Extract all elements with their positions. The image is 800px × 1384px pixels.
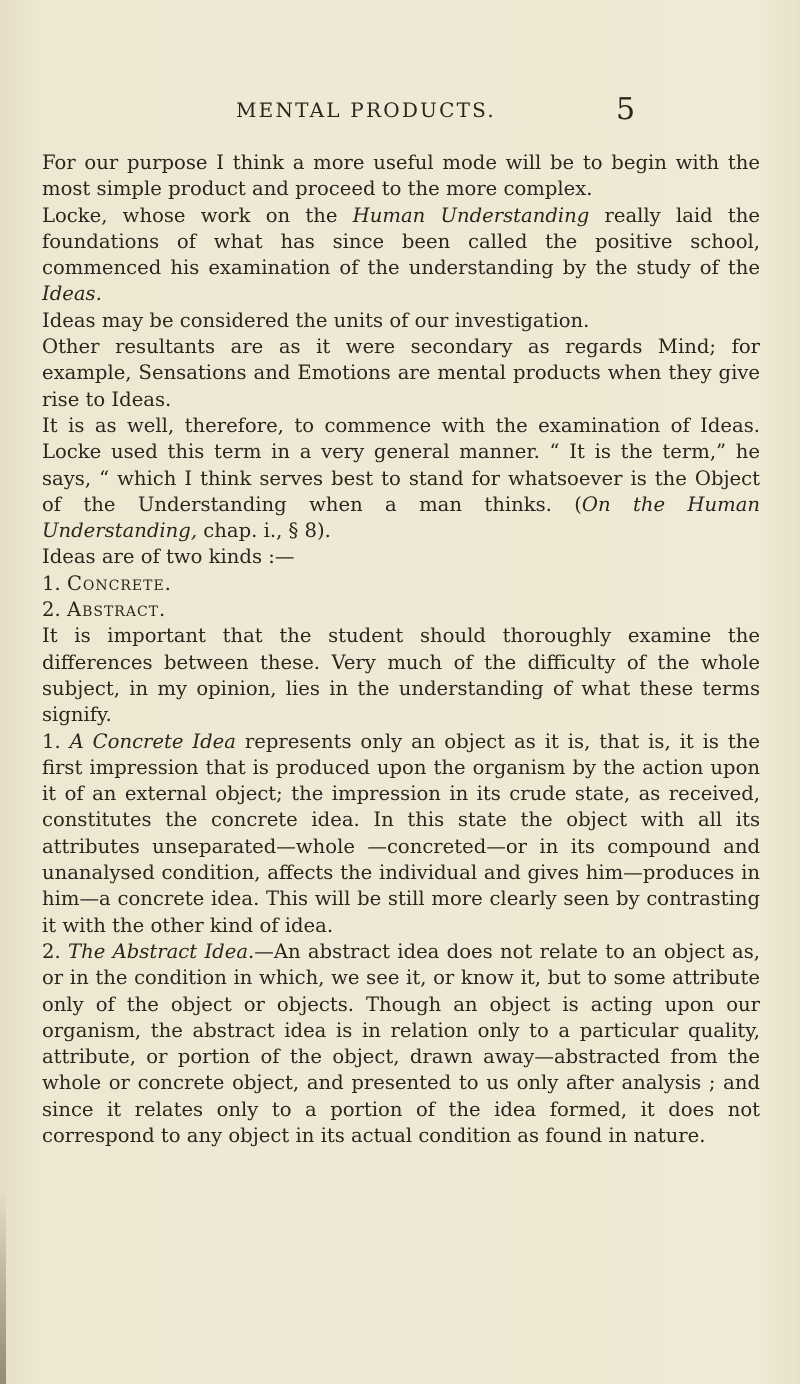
paragraph-purpose: For our purpose I think a more useful mode will be to begin with the most simple product and proceed to the more complex.	[42, 151, 760, 201]
locke-text-2: really laid the foundations of what has since been called the positive school, commenced his examination of the understanding by the study of the	[42, 203, 761, 280]
locke-text-1: Locke, whose work on the	[42, 203, 353, 227]
paragraph-resultants: Other resultants are as it were secondary as regards Mind; for example, Sensations and Emotions are mental products when they give rise to Ideas.	[42, 335, 760, 411]
body-text	[42, 150, 760, 1149]
list-label-abstract: Abstract.	[66, 598, 167, 622]
locke-title-italic: Human Understanding	[352, 203, 590, 227]
paragraph-two-kinds: Ideas are of two kinds :—	[42, 545, 295, 569]
paragraph-abstract-idea	[42, 939, 760, 1149]
paragraph-locke	[42, 203, 760, 308]
abstract-number: 2.	[42, 939, 69, 963]
abstract-idea-italic: The Abstract Idea.	[68, 939, 255, 963]
list-item-abstract	[42, 597, 760, 623]
page-edge-shadow	[0, 1190, 6, 1384]
paragraph-units: Ideas may be considered the units of our investigation.	[42, 308, 590, 332]
list-item-concrete	[42, 571, 760, 597]
ideas-italic: Ideas.	[42, 282, 102, 306]
running-head	[0, 92, 800, 132]
list-number-2: 2.	[42, 598, 61, 622]
paragraph-commence	[42, 413, 760, 544]
list-number-1: 1.	[42, 571, 61, 595]
commence-text-2: chap. i., § 8).	[197, 519, 331, 543]
concrete-text: represents only an object as it is, that is, it is the first impression that is produced upon the organism by the action upon it of an external object; the impression in its crude state, as received, constitutes the concrete idea. In this state the object with all its attributes unseparated—whole —concreted—or in its compound and unanalysed condition, affects the individual and gives him—produces in him—a concrete idea. This will be still more clearly seen by contrasting it with the other kind of idea.	[42, 729, 760, 937]
concrete-number: 1.	[42, 729, 70, 753]
commence-text-1: It is as well, therefore, to commence with the examination of Ideas. Locke used this term in a very general manner. “ It is the term,” he says, “ which I think serves best to stand for whatsoever is the Object of the Understanding when a man thinks. (	[42, 413, 760, 516]
concrete-idea-italic: A Concrete Idea	[69, 729, 236, 753]
abstract-text: —An abstract idea does not relate to an object as, or in the condition in which, we see it, or know it, but to some attribute only of the object or objects. Though an object is acting upon our organism, the abstract idea is in relation only to a particular quality, attribute, or portion of the object, drawn away—abstracted from the whole or concrete object, and presented to us only after analysis ; and since it relates only to a portion of the idea formed, it does not correspond to any object in its actual condition as found in nature.	[42, 939, 760, 1147]
page-number: 5	[616, 92, 636, 127]
running-head-title: MENTAL PRODUCTS.	[236, 98, 496, 122]
list-label-concrete: Concrete.	[66, 571, 172, 595]
paragraph-concrete-idea	[42, 729, 760, 939]
citation-italic: On the Human Understanding,	[42, 492, 760, 543]
paragraph-important: It is important that the student should thoroughly examine the differences between these. Very much of the difficulty of the whole subject, in my opinion, lies in the understanding of what these terms signify.	[42, 624, 760, 727]
